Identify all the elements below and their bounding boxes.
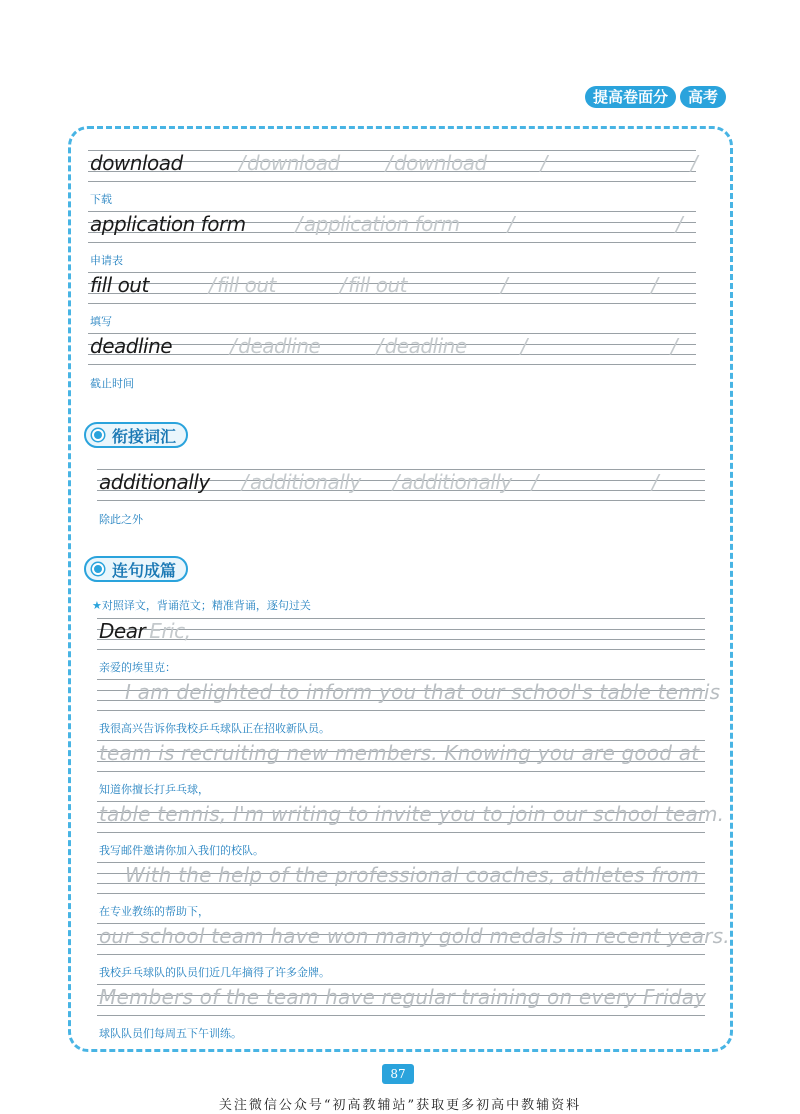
sentence-text: Members of the team have regular training on every Friday [99, 985, 707, 1009]
section-title: 连句成篇 [112, 560, 177, 580]
header-badge-improve-score: 提高卷面分 [585, 86, 676, 108]
vocab-meaning: 申请表 [90, 254, 123, 267]
sentence-text: I am delighted to inform you that our school's table tennis [125, 680, 721, 704]
header-badge-gaokao: 高考 [680, 86, 726, 108]
sentence-text: table tennis, I'm writing to invite you to join our school team. [99, 802, 725, 826]
vocab-word: fill out / fill out / fill out / / [90, 273, 658, 297]
section-title: 衔接词汇 [112, 426, 177, 446]
writing-row-salutation [97, 618, 705, 650]
page-header [585, 86, 726, 108]
writing-row-sentence [97, 984, 705, 1016]
sentence-meaning: 在专业教练的帮助下， [99, 905, 209, 918]
section-linking-words [84, 422, 188, 448]
writing-row-sentence [97, 862, 705, 894]
writing-row-sentence [97, 679, 721, 711]
vocab-word: application form / application form / / [90, 212, 683, 236]
section-sentences [84, 556, 188, 582]
page-number: 87 [382, 1064, 414, 1084]
writing-row-sentence [97, 923, 730, 955]
bullet-icon [92, 429, 104, 441]
salutation-text: Dear Eric, [99, 619, 191, 643]
sentence-meaning: 我校乒乓球队的队员们近几年摘得了许多金牌。 [99, 966, 330, 979]
vocab-meaning: 填写 [90, 315, 112, 328]
writing-row-sentence [97, 801, 725, 833]
sentence-meaning: 知道你擅长打乒乓球， [99, 783, 209, 796]
salutation-meaning: 亲爱的埃里克： [99, 661, 176, 674]
vocab-word: download / download / download / / [90, 151, 698, 175]
writing-row-fill-out [88, 272, 696, 304]
bullet-icon [92, 563, 104, 575]
writing-row-additionally [97, 469, 705, 501]
vocab-word: deadline / deadline / deadline / / [90, 334, 678, 358]
sentence-meaning: 我很高兴告诉你我校乒乓球队正在招收新队员。 [99, 722, 330, 735]
linking-word: additionally / additionally / additionally / / [99, 470, 659, 494]
vocab-meaning: 截止时间 [90, 377, 134, 390]
footer-note: 关注微信公众号“初高教辅站”获取更多初高中教辅资料 [218, 1098, 582, 1113]
writing-row-sentence [97, 740, 705, 772]
sentence-meaning: 球队队员们每周五下午训练。 [99, 1027, 242, 1040]
writing-row-application-form [88, 211, 696, 243]
vocab-meaning: 下载 [90, 193, 112, 206]
linking-meaning: 除此之外 [99, 513, 143, 526]
writing-row-deadline [88, 333, 696, 365]
sentence-text: team is recruiting new members. Knowing you are good at [99, 741, 700, 765]
sentence-text: With the help of the professional coaches, athletes from [125, 863, 700, 887]
instruction-tip: ★对照译文，背诵范文；精准背诵，逐句过关 [92, 599, 311, 612]
writing-row-download [88, 150, 696, 182]
sentence-meaning: 我写邮件邀请你加入我们的校队。 [99, 844, 264, 857]
sentence-text: our school team have won many gold medals in recent years. [99, 924, 730, 948]
star-icon: ★ [92, 599, 102, 612]
